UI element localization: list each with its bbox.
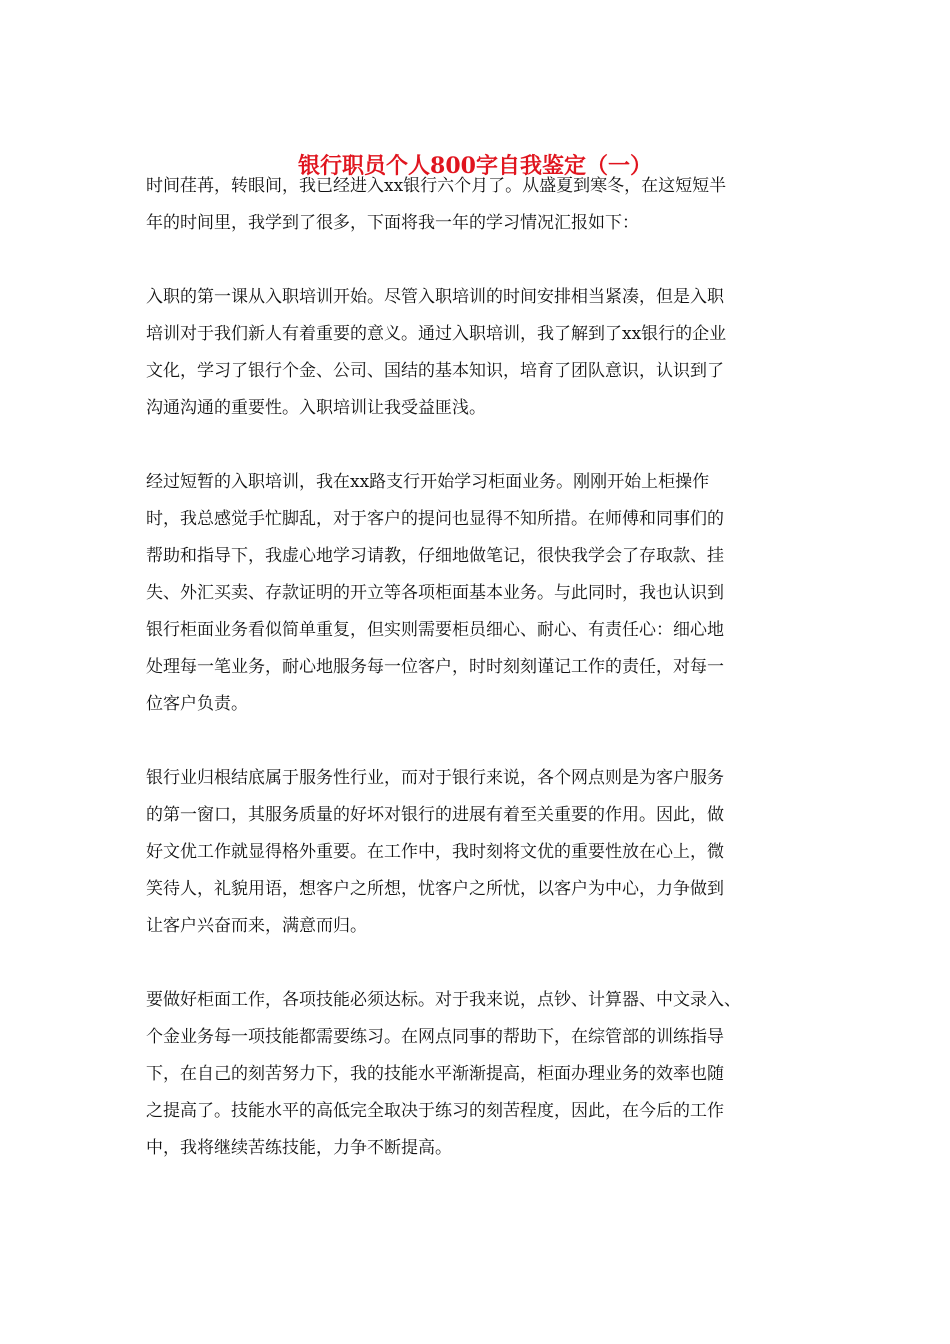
document-body bbox=[146, 168, 816, 1167]
text-line: 让客户兴奋而来，满意而归。 bbox=[146, 916, 367, 936]
text-line: 要做好柜面工作，各项技能必须达标。对于我来说，点钞、计算器、中文录入、 bbox=[146, 990, 741, 1010]
text-line: 帮助和指导下，我虚心地学习请教，仔细地做笔记，很快我学会了存取款、挂 bbox=[146, 546, 724, 566]
text-line: 培训对于我们新人有着重要的意义。通过入职培训，我了解到了xx银行的企业 bbox=[146, 324, 727, 344]
text-line: 时，我总感觉手忙脚乱，对于客户的提问也显得不知所措。在师傅和同事们的 bbox=[146, 509, 724, 529]
text-line: 之提高了。技能水平的高低完全取决于练习的刻苦程度，因此，在今后的工作 bbox=[146, 1101, 724, 1121]
paragraph-spacer bbox=[146, 723, 816, 760]
text-line: 位客户负责。 bbox=[146, 694, 248, 714]
paragraph-spacer bbox=[146, 242, 816, 279]
paragraph-spacer bbox=[146, 945, 816, 982]
paragraph-2 bbox=[146, 279, 816, 427]
text-line: 银行业归根结底属于服务性行业，而对于银行来说，各个网点则是为客户服务 bbox=[146, 768, 724, 788]
text-line: 沟通沟通的重要性。入职培训让我受益匪浅。 bbox=[146, 398, 486, 418]
text-line: 入职的第一课从入职培训开始。尽管入职培训的时间安排相当紧凑，但是入职 bbox=[146, 287, 724, 307]
document-title: 银行职员个人800字自我鉴定（一） bbox=[298, 153, 652, 179]
paragraph-3 bbox=[146, 464, 816, 723]
text-line: 经过短暂的入职培训，我在xx路支行开始学习柜面业务。刚刚开始上柜操作 bbox=[146, 472, 710, 492]
text-line: 时间荏苒，转眼间，我已经进入xx银行六个月了。从盛夏到寒冬，在这短短半 bbox=[146, 176, 727, 196]
text-line: 下，在自己的刻苦努力下，我的技能水平渐渐提高，柜面办理业务的效率也随 bbox=[146, 1064, 724, 1084]
text-line: 笑待人，礼貌用语，想客户之所想，忧客户之所忧，以客户为中心，力争做到 bbox=[146, 879, 724, 899]
text-line: 银行柜面业务看似简单重复，但实则需要柜员细心、耐心、有责任心：细心地 bbox=[146, 620, 724, 640]
paragraph-1 bbox=[146, 168, 816, 242]
text-line: 好文优工作就显得格外重要。在工作中，我时刻将文优的重要性放在心上，微 bbox=[146, 842, 724, 862]
text-line: 中，我将继续苦练技能，力争不断提高。 bbox=[146, 1138, 452, 1158]
text-line: 文化，学习了银行个金、公司、国结的基本知识，培育了团队意识，认识到了 bbox=[146, 361, 724, 381]
paragraph-5 bbox=[146, 982, 816, 1167]
text-line: 处理每一笔业务，耐心地服务每一位客户，时时刻刻谨记工作的责任，对每一 bbox=[146, 657, 724, 677]
text-line: 的第一窗口，其服务质量的好坏对银行的进展有着至关重要的作用。因此，做 bbox=[146, 805, 724, 825]
paragraph-4 bbox=[146, 760, 816, 945]
text-line: 个金业务每一项技能都需要练习。在网点同事的帮助下，在综管部的训练指导 bbox=[146, 1027, 724, 1047]
paragraph-spacer bbox=[146, 427, 816, 464]
text-line: 失、外汇买卖、存款证明的开立等各项柜面基本业务。与此同时，我也认识到 bbox=[146, 583, 724, 603]
text-line: 年的时间里，我学到了很多，下面将我一年的学习情况汇报如下： bbox=[146, 213, 639, 233]
